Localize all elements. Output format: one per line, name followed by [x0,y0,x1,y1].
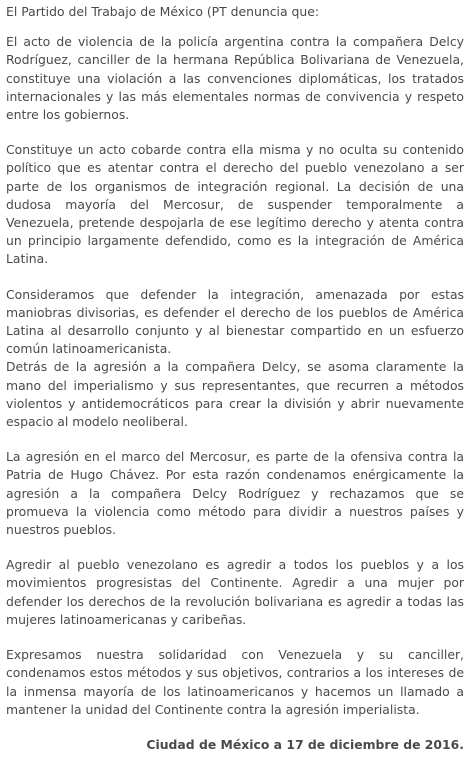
paragraph-4: Detrás de la agresión a la compañera Delcy, se asoma claramente la mano del imperialismo y sus representantes, que recurren a métodos violentos y antidemocráticos para crear la división y abrir nuevamente espacio al modelo neoliberal. [6,359,464,430]
document-body [6,0,464,754]
paragraph-5: La agresión en el marco del Mercosur, es parte de la ofensiva contra la Patria de Hugo Chávez. Por esta razón condenamos enérgicamente la agresión a la compañera Delcy Rodríguez y rechazamos que se promueva la violencia como método para dividir a nuestros países y nuestros pueblos. [6,449,464,538]
paragraph-3: Consideramos que defender la integración, amenazada por estas maniobras divisorias, es defender el derecho de los pueblos de América Latina al desarrollo conjunto y al bienestar compartido en un esfuerzo común latinoamericanista. [6,286,464,357]
paragraph-2: Constituye un acto cobarde contra ella misma y no oculta su contenido político que es atentar contra el derecho del pueblo venezolano a ser parte de los organismos de integración regional. La decisión de una dudosa mayoría del Mercosur, de suspender temporalmente a Venezuela, pretende despojarla de ese legítimo derecho y atenta contra un principio largamente defendido, como es la integración de América Latina. [6,142,464,267]
closing-date-line: Ciudad de México a 17 de diciembre de 2016. [146,736,464,752]
paragraph-1: El acto de violencia de la policía argentina contra la compañera Delcy Rodríguez, canciller de la hermana República Bolivariana de Venezuela, constituye una violación a las convenciones diplomáticas, los tratados internacionales y las más elementales normas de convivencia y respeto entre los gobiernos. [6,34,464,123]
paragraph-6: Agredir al pueblo venezolano es agredir a todos los pueblos y a los movimientos progresistas del Continente. Agredir a una mujer por defender los derechos de la revolución bolivariana es agredir a todas las mujeres latinoamericanas y caribeñas. [6,557,464,627]
paragraph-7: Expresamos nuestra solidaridad con Venezuela y su canciller, condenamos estos métodos y sus objetivos, contrarios a los intereses de la inmensa mayoría de los latinoamericanos y hacemos un llamado a mantener la unidad del Continente contra la agresión imperialista. [6,647,464,717]
intro-line: El Partido del Trabajo de México (PT denuncia que: [6,4,320,19]
